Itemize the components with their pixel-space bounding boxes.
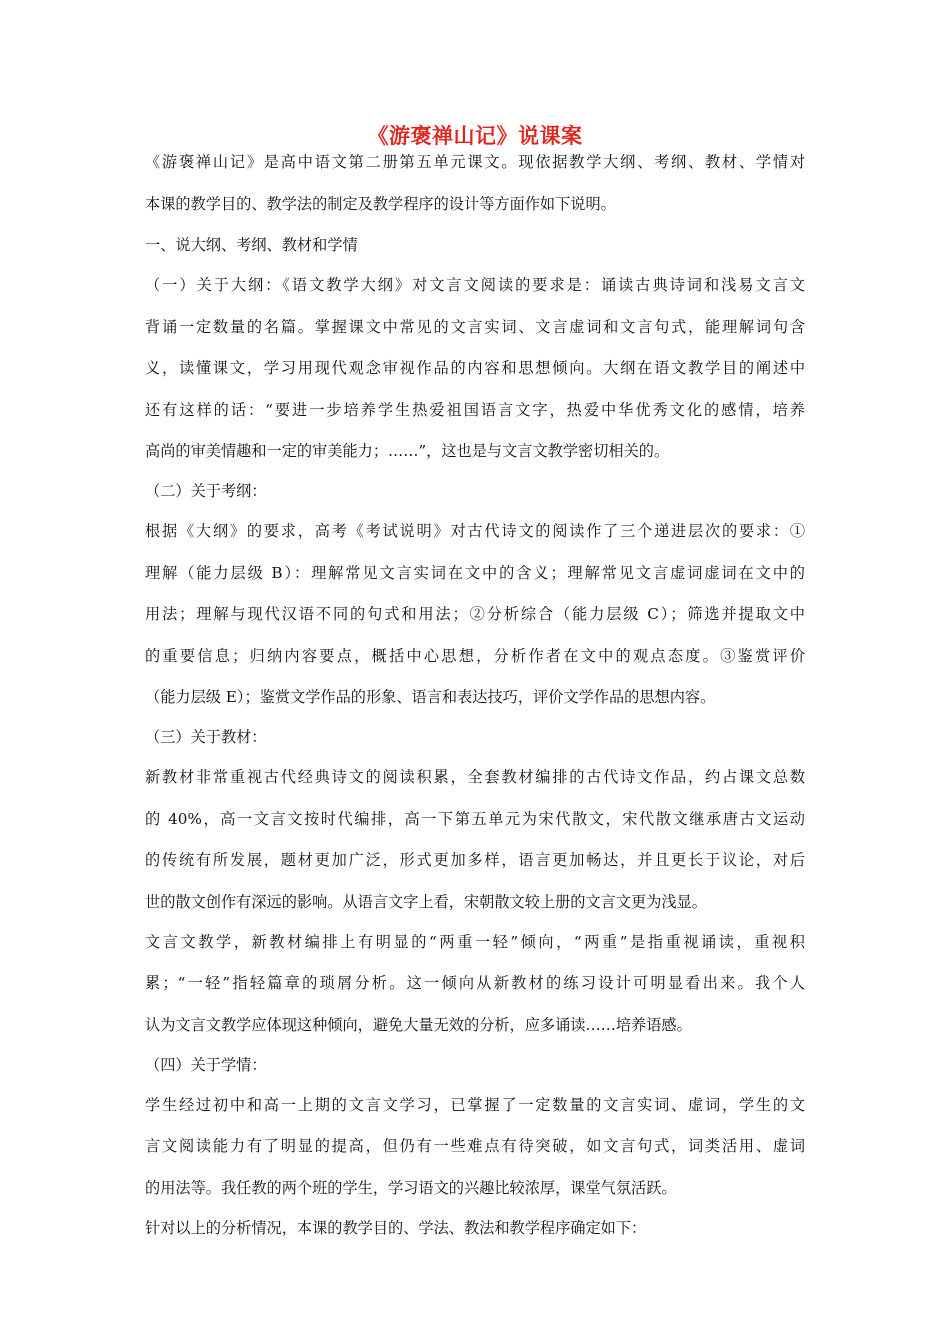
text-line: 用法；理解与现代汉语不同的句式和用法；②分析综合（能力层级 C）；筛选并提取文中 (145, 605, 805, 623)
text-line: 的重要信息；归纳内容要点，概括中心思想，分析作者在文中的观点态度。③鉴赏评价 (145, 646, 805, 665)
text-line: 言文阅读能力有了明显的提高，但仍有一些难点有待突破，如文言句式，词类活用、虚词 (145, 1137, 805, 1155)
subsection-heading: （四）关于学情： (145, 1055, 267, 1074)
text-line: 的用法等。我任教的两个班的学生，学习语文的兴趣比较浓厚，课堂气氛活跃。 (145, 1178, 677, 1197)
document-title: 《游褒禅山记》说课案 (367, 123, 583, 148)
text-line: 背诵一定数量的名篇。掌握课文中常见的文言实词、文言虚词和文言句式，能理解词句含 (145, 317, 805, 336)
text-line: 义，读懂课文，学习用现代观念审视作品的内容和思想倾向。大纲在语文教学目的阐述中 (145, 359, 805, 377)
text-line: 的传统有所发展，题材更加广泛，形式更加多样，语言更加畅达，并且更长于议论，对后 (145, 851, 805, 869)
text-line: 世的散文创作有深远的影响。从语言文字上看，宋朝散文较上册的文言文更为浅显。 (145, 892, 707, 911)
subsection-heading: （三）关于教材： (145, 728, 267, 746)
section-heading: 一、说大纲、考纲、教材和学情 (145, 236, 358, 254)
subsection-heading: （二）关于考纲： (145, 482, 267, 500)
text-line: 文言文教学，新教材编排上有明显的“两重一轻”倾向，“两重”是指重视诵读，重视积 (145, 932, 805, 951)
text-line: 针对以上的分析情况，本课的教学目的、学法、教法和教学程序确定如下： (145, 1218, 647, 1237)
text-line: 认为文言文教学应体现这种倾向，避免大量无效的分析，应多诵读……培养语感。 (145, 1015, 692, 1034)
text-line: 《游褒禅山记》是高中语文第二册第五单元课文。现依据教学大纲、考纲、教材、学情对 (145, 153, 805, 171)
text-line: （能力层级 E）；鉴赏文学作品的形象、语言和表达技巧，评价文学作品的思想内容。 (145, 688, 716, 706)
document-body (145, 150, 805, 1241)
text-line: 高尚的审美情趣和一定的审美能力；……”，这也是与文言文教学密切相关的。 (145, 442, 670, 460)
text-line: 的 40%，高一文言文按时代编排，高一下第五单元为宋代散文，宋代散文继承唐古文运动 (145, 809, 805, 828)
text-line: （一）关于大纲：《语文教学大纲》对文言文阅读的要求是：诵读古典诗词和浅易文言文 (145, 276, 805, 294)
text-line: 根据《大纲》的要求，高考《考试说明》对古代诗文的阅读作了三个递进层次的要求：① (145, 522, 805, 540)
text-line: 新教材非常重视古代经典诗文的阅读积累，全套教材编排的古代诗文作品，约占课文总数 (145, 768, 805, 786)
text-line: 还有这样的话：“要进一步培养学生热爱祖国语言文字，热爱中华优秀文化的感情，培养 (145, 400, 805, 419)
text-line: 本课的教学目的、教学法的制定及教学程序的设计等方面作如下说明。 (145, 194, 616, 213)
text-line: 学生经过初中和高一上期的文言文学习，已掌握了一定数量的文言实词、虚词，学生的文 (145, 1095, 805, 1114)
text-line: 累；“一轻”指轻篇章的琐屑分析。这一倾向从新教材的练习设计可明显看出来。我个人 (145, 974, 805, 992)
text-line: 理解（能力层级 B）：理解常见文言实词在文中的含义；理解常见文言虚词虚词在文中的 (145, 563, 805, 582)
